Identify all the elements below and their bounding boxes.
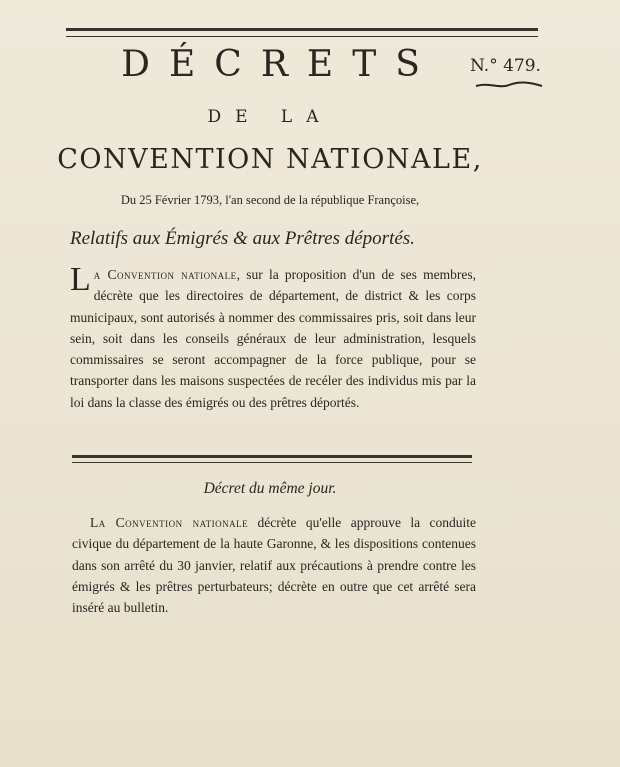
date-line: Du 25 Février 1793, l'an second de la république Françoise, [120,193,420,207]
section-divider-rule [72,455,472,463]
decree-subtitle: Relatifs aux Émigrés & aux Prêtres déportés. [70,228,415,249]
decree-lead-words: a Convention nationale [93,267,237,282]
document-title: DÉCRETS [121,44,439,85]
second-decree-paragraph [72,512,476,618]
decree-body-paragraph [70,261,476,413]
drop-cap: L [70,261,91,298]
second-decree-lead-words: La Convention nationale [90,515,249,530]
decree-body-text: , sur la proposition d'un de ses membres, décrète que les directoires de département, de district & les corps municipaux, sont autorisés à nommer des commissaires pris, soit dans leur sein, soit dans les conseils généraux de leur administration, lesquels commissaires se seront accompagner de la force publique, pour se transporter dans les maisons suspectées de recéler des individus mis par la loi dans la classe des émigrés ou des prêtres déportés. [70,267,476,410]
number-flourish-ornament [474,80,544,90]
second-decree-body-text: décrète qu'elle approuve la conduite civique du département de la haute Garonne, & les dispositions contenues dans son arrêté du 30 janvier, relatif aux précautions à prendre contre les émigrés & les prêtres perturbateurs; décrète en outre que cet arrêté sera inséré au bulletin. [72,515,477,616]
second-decree-title: Décret du même jour. [203,480,337,497]
convention-heading: CONVENTION NATIONALE, [57,144,483,175]
top-double-rule [66,28,538,37]
document-number: N.° 479. [470,56,541,76]
de-la-heading: DE LA [207,107,333,127]
